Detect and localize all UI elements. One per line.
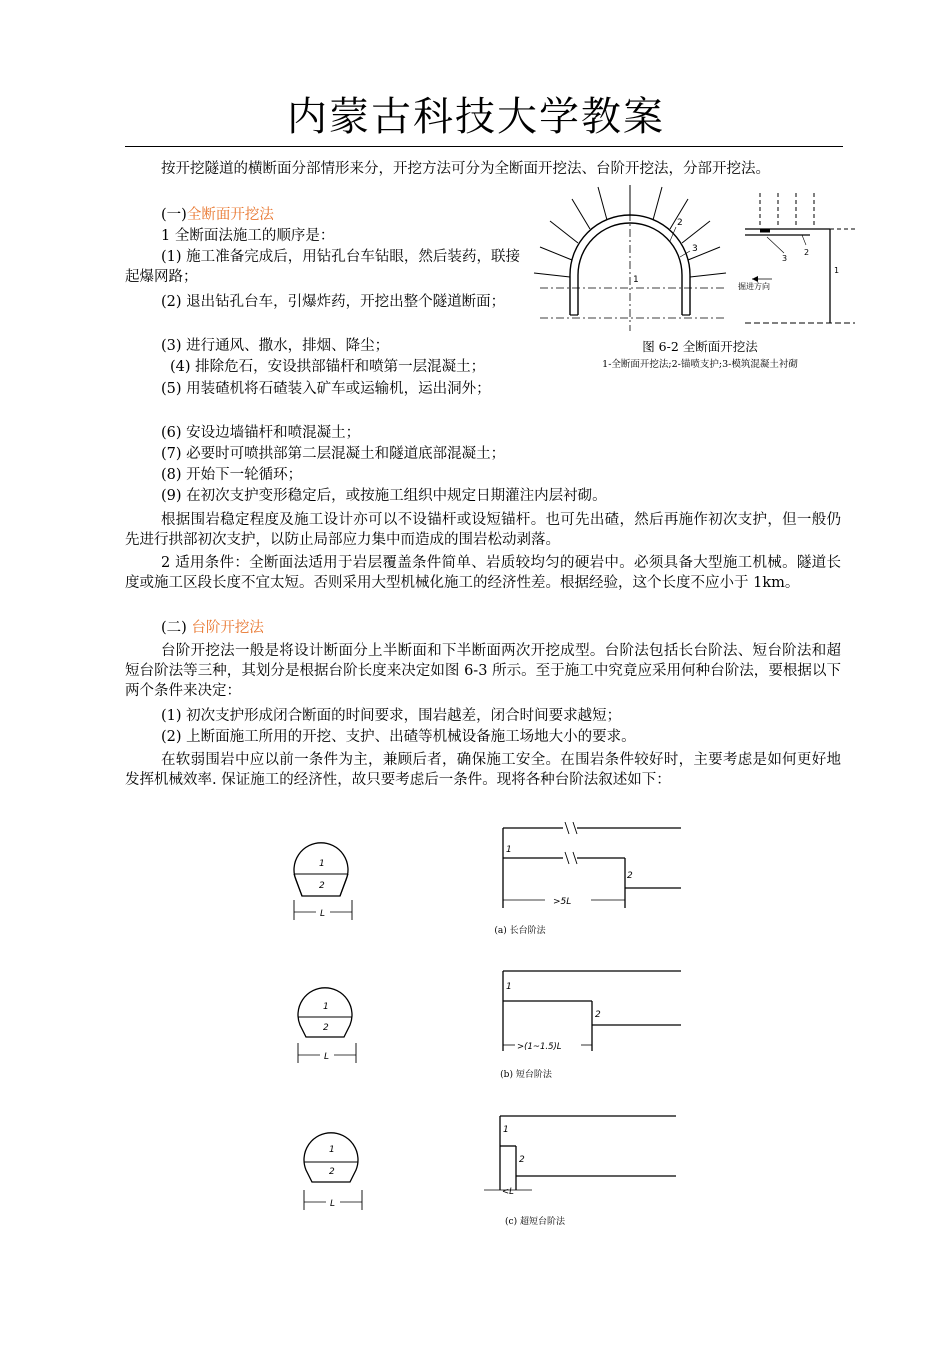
section2-paragraph: 在软弱围岩中应以前一条件为主，兼顾后者，确保施工安全。在围岩条件较好时，主要考虑是如何更好地发挥机械效率. 保证施工的经济性，故只要考虑后一条件。现将各种台阶法叙述如下： <box>125 752 841 788</box>
fig63a-section-2: 2 <box>319 881 325 891</box>
fig62-label-1: 1 <box>633 275 639 285</box>
fig63a-dim: >5L <box>553 897 572 907</box>
fig63c-width: L <box>330 1199 336 1209</box>
section1-prefix: (一) <box>161 207 187 223</box>
step-4: (4) 排除危石，安设拱部锚杆和喷第一层混凝土； <box>170 359 486 375</box>
figure-6-3-a-caption: (a) 长台阶法 <box>494 926 546 936</box>
figure-6-2-legend: 1-全断面开挖法;2-锚喷支护;3-模筑混凝土衬砌 <box>602 359 798 370</box>
step-5: (5) 用装碴机将石碴装入矿车或运输机，运出洞外； <box>161 381 491 397</box>
section1-title: 全断面开挖法 <box>186 207 274 223</box>
step-7: (7) 必要时可喷拱部第二层混凝土和隧道底部混凝土； <box>161 446 506 462</box>
section2-prefix: (二) <box>161 620 192 636</box>
longitudinal-section <box>745 193 855 323</box>
figure-6-3-a-section <box>286 830 361 925</box>
fig62-long-label-1: 1 <box>834 266 840 275</box>
fig62-long-label-3: 3 <box>782 254 788 263</box>
fig63b-profile-1: 1 <box>506 982 512 992</box>
step-9: (9) 在初次支护变形稳定后，或按施工组织中规定日期灌注内层衬砌。 <box>161 488 607 504</box>
page-title: 内蒙古科技大学教案 <box>287 94 665 140</box>
step-8: (8) 开始下一轮循环； <box>161 467 303 483</box>
figure-6-2-caption: 图 6-2 全断面开挖法 <box>642 339 758 354</box>
step-1: (1) 施工准备完成后，用钻孔台车钻眼，然后装药，联接起爆网路； <box>125 249 520 285</box>
intro-paragraph: 按开挖隧道的横断面分部情形来分，开挖方法可分为全断面开挖法、台阶开挖法，分部开挖法。 <box>161 161 770 177</box>
fig62-label-2: 2 <box>677 218 683 228</box>
fig63b-dim: >(1~1.5)L <box>517 1042 562 1052</box>
fig63b-section-2: 2 <box>323 1023 329 1033</box>
fig63a-width: L <box>320 909 326 919</box>
fig63a-section-1: 1 <box>319 859 325 869</box>
fig63c-profile-1: 1 <box>503 1125 509 1135</box>
fig63c-dim: <L <box>502 1187 514 1197</box>
section2-title: 台阶开挖法 <box>191 620 264 636</box>
section2-heading <box>161 619 264 638</box>
note-paragraph: 根据围岩稳定程度及施工设计亦可以不设锚杆或设短锚杆。也可先出碴，然后再施作初次支护，但一般仍先进行拱部初次支护，以防止局部应力集中而造成的围岩松动剥落。 <box>125 512 841 548</box>
fig63b-width: L <box>324 1052 330 1062</box>
fig62-long-label-2: 2 <box>804 248 810 257</box>
figure-6-3-a-profile <box>495 822 685 917</box>
step-6: (6) 安设边墙锚杆和喷混凝土； <box>161 425 361 441</box>
figure-6-3-b-profile <box>495 965 685 1060</box>
fig63c-section-1: 1 <box>329 1145 335 1155</box>
direction-label: 掘进方向 <box>738 282 770 291</box>
figure-6-3-b-caption: (b) 短台阶法 <box>500 1070 552 1080</box>
order-title: 1 全断面法施工的顺序是： <box>161 228 335 244</box>
condition-paragraph: 2 适用条件：全断面法适用于岩层覆盖条件简单、岩质较均匀的硬岩中。必须具备大型施工机械。隧道长度或施工区段长度不宜太短。否则采用大型机械化施工的经济性差。根据经验，这个长度不应小于 1km。 <box>125 555 841 591</box>
fig63b-section-1: 1 <box>323 1002 329 1012</box>
figure-6-3-b-section <box>290 975 365 1070</box>
fig63c-section-2: 2 <box>329 1167 335 1177</box>
fig62-label-3: 3 <box>692 244 698 254</box>
title-divider <box>125 146 843 147</box>
figure-6-3-c-profile <box>480 1110 680 1202</box>
step-3: (3) 进行通风、撒水，排烟、降尘； <box>161 338 390 354</box>
step-2: (2) 退出钻孔台车，引爆炸药，开挖出整个隧道断面； <box>161 294 506 310</box>
condition-1: (1) 初次支护形成闭合断面的时间要求，围岩越差，闭合时间要求越短； <box>161 708 622 724</box>
figure-6-3-c-caption: (c) 超短台阶法 <box>505 1217 565 1227</box>
fig63b-profile-2: 2 <box>595 1010 601 1020</box>
section2-intro: 台阶开挖法一般是将设计断面分上半断面和下半断面两次开挖成型。台阶法包括长台阶法、短台阶法和超短台阶法等三种，其划分是根据台阶长度来决定如图 6-3 所示。至于施工中究竟应采用何种台阶法，要根据以下两个条件来决定： <box>125 643 841 699</box>
fig63a-profile-2: 2 <box>627 871 633 881</box>
figure-6-2 <box>530 185 860 333</box>
figure-6-3-c-section <box>296 1120 371 1215</box>
fig63a-profile-1: 1 <box>506 845 512 855</box>
fig63c-profile-2: 2 <box>519 1155 525 1165</box>
section1-heading <box>161 206 274 225</box>
condition-2: (2) 上断面施工所用的开挖、支护、出碴等机械设备施工场地大小的要求。 <box>161 729 636 745</box>
